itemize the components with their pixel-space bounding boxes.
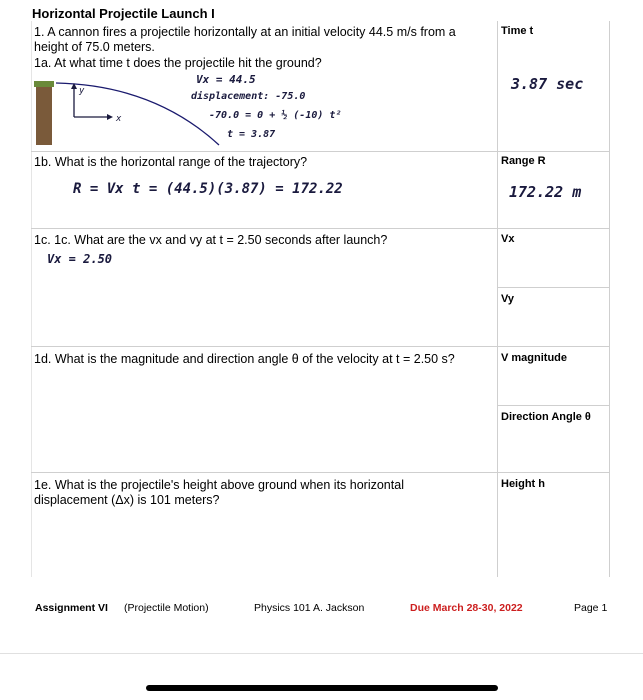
y-axis-label: y — [79, 86, 85, 96]
work-line-2: displacement: -75.0 — [191, 91, 306, 102]
work-line-3: -70.0 = 0 + ½ (-10) t² — [209, 110, 342, 121]
range-work: R = Vx t = (44.5)(3.87) = 172.22 — [73, 181, 343, 197]
bottom-divider — [0, 653, 643, 654]
worksheet-table — [31, 21, 610, 577]
question-1c: 1c. 1c. What are the vx and vy at t = 2.50 seconds after launch? — [34, 233, 388, 247]
cliff-shape — [36, 83, 52, 145]
work-line-4: t = 3.87 — [227, 129, 276, 140]
question-1d: 1d. What is the magnitude and direction angle θ of the velocity at t = 2.50 s? — [34, 352, 455, 366]
time-label: Time t — [501, 25, 534, 37]
home-indicator[interactable] — [146, 685, 498, 691]
footer-due-date: Due March 28-30, 2022 — [410, 602, 523, 614]
vy-cell — [497, 287, 610, 288]
question-1b: 1b. What is the horizontal range of the trajectory? — [34, 155, 308, 169]
vx-work: Vx = 2.50 — [47, 252, 113, 266]
time-answer: 3.87 sec — [511, 75, 584, 93]
page-title: Horizontal Projectile Launch I — [32, 6, 215, 21]
question-1e: 1e. What is the projectile's height above ground when its horizontal displacement (Δx) is 101 meters? — [34, 478, 404, 507]
height-label: Height h — [501, 478, 545, 490]
footer-topic: (Projectile Motion) — [124, 602, 209, 614]
range-answer: 172.22 m — [509, 183, 582, 201]
work-line-1: Vx = 44.5 — [196, 73, 256, 86]
range-label: Range R — [501, 155, 546, 167]
footer-course: Physics 101 A. Jackson — [254, 602, 365, 614]
cliff-grass — [34, 81, 54, 87]
question-1a-row — [31, 21, 610, 152]
angle-label: Direction Angle θ — [501, 411, 591, 423]
question-1b-row — [31, 151, 610, 229]
x-axis-label: x — [116, 114, 122, 124]
question-1a: 1a. At what time t does the projectile hit the ground? — [34, 56, 322, 70]
footer-page-number: Page 1 — [574, 602, 608, 614]
question-1e-row — [31, 472, 610, 577]
magnitude-label: V magnitude — [501, 352, 568, 364]
vy-label: Vy — [501, 293, 515, 305]
vx-label: Vx — [501, 233, 515, 245]
problem-statement: 1. A cannon fires a projectile horizontally at an initial velocity 44.5 m/s from a height of 75.0 meters. — [34, 25, 456, 54]
question-1d-row — [31, 346, 610, 473]
angle-cell — [497, 405, 610, 406]
question-1c-row — [31, 228, 610, 347]
footer-assignment: Assignment VI — [35, 602, 108, 614]
